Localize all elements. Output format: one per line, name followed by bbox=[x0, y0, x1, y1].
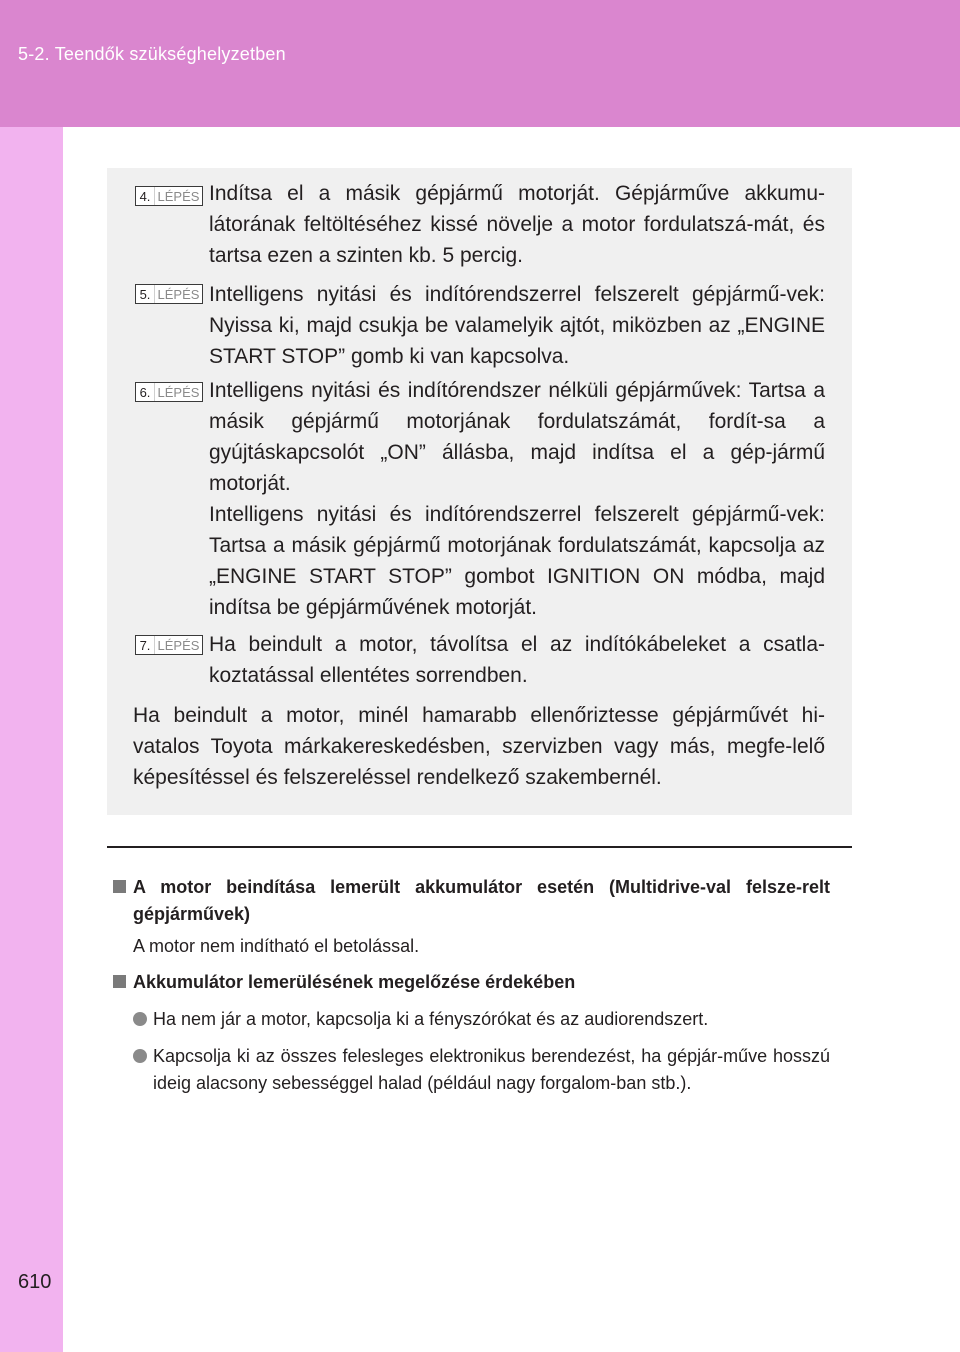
circle-bullet-icon bbox=[133, 1012, 147, 1026]
step-badge bbox=[135, 635, 203, 655]
step-7 bbox=[135, 629, 825, 691]
step-badge-label: LÉPÉS bbox=[154, 636, 202, 654]
step-badge bbox=[135, 284, 203, 304]
step-text: Intelligens nyitási és indítórendszer nélküli gépjárművek: Tartsa a másik gépjármű motorjának fordulatszámát, fordít-sa a gyújtáskapcsolót „ON” állásba, majd indítsa el a gép-jármű motorját. bbox=[209, 379, 825, 495]
step-6 bbox=[135, 375, 825, 623]
step-4 bbox=[135, 178, 825, 271]
section-body: A motor nem indítható el betolással. bbox=[133, 936, 420, 956]
page-number: 610 bbox=[18, 1271, 52, 1293]
header-bar bbox=[0, 0, 960, 127]
section-heading-text: Akkumulátor lemerülésének megelőzése érdekében bbox=[133, 972, 576, 992]
list-item-text: Ha nem jár a motor, kapcsolja ki a fényszórókat és az audiorendszert. bbox=[153, 1009, 709, 1029]
step-text: Intelligens nyitási és indítórendszerrel felszerelt gépjármű-vek: Nyissa ki, majd csukja be valamelyik ajtót, miközben az „ENGINE START STOP” gomb ki van kapcsolva. bbox=[209, 283, 825, 368]
step-badge-label: LÉPÉS bbox=[154, 383, 202, 401]
circle-bullet-icon bbox=[133, 1049, 147, 1063]
step-number: 5. bbox=[136, 285, 154, 303]
step-number: 4. bbox=[136, 187, 154, 205]
square-bullet-icon bbox=[113, 975, 126, 988]
step-text: Ha beindult a motor, távolítsa el az indítókábeleket a csatla-koztatással ellentétes sorrendben. bbox=[209, 633, 825, 687]
list-item-text: Kapcsolja ki az összes felesleges elektronikus berendezést, ha gépjár-műve hosszú ideig alacsony sebességgel halad (például nagy forgalom-ban stb.). bbox=[153, 1046, 830, 1093]
step-badge bbox=[135, 186, 203, 206]
step-badge-label: LÉPÉS bbox=[154, 285, 202, 303]
step-text: Indítsa el a másik gépjármű motorját. Gépjárműve akkumu-látorának feltöltéséhez kissé növelje a motor fordulatszá-mát, és tartsa ezen a szinten kb. 5 percig. bbox=[209, 182, 825, 267]
square-bullet-icon bbox=[113, 880, 126, 893]
divider bbox=[107, 846, 852, 848]
list-item bbox=[133, 1043, 830, 1097]
step-badge bbox=[135, 382, 203, 402]
section-heading-battery bbox=[113, 969, 830, 996]
step-5 bbox=[135, 279, 825, 372]
step-text-alt: Intelligens nyitási és indítórendszerrel felszerelt gépjármű-vek: Tartsa a másik gépjármű motorjának fordulatszámát, kapcsolja az „ENGINE START STOP” gombot IGNITION ON módba, majd indítsa be gépjárművének motorját. bbox=[209, 503, 825, 619]
step-badge-label: LÉPÉS bbox=[154, 187, 202, 205]
side-stripe bbox=[0, 127, 63, 1352]
step-number: 7. bbox=[136, 636, 154, 654]
list-item bbox=[133, 1006, 830, 1033]
box-note: Ha beindult a motor, minél hamarabb ellenőriztesse gépjárművét hi-vatalos Toyota márkakereskedésben, szervizben vagy más, megfe-lelő képesítéssel és felszereléssel rendelkező szakembernél. bbox=[133, 704, 825, 789]
section-title: 5-2. Teendők szükséghelyzetben bbox=[18, 44, 286, 64]
section-heading-multidrive bbox=[113, 874, 830, 928]
section-heading-text: A motor beindítása lemerült akkumulátor esetén (Multidrive-val felsze-relt gépjárművek) bbox=[133, 877, 830, 924]
step-number: 6. bbox=[136, 383, 154, 401]
